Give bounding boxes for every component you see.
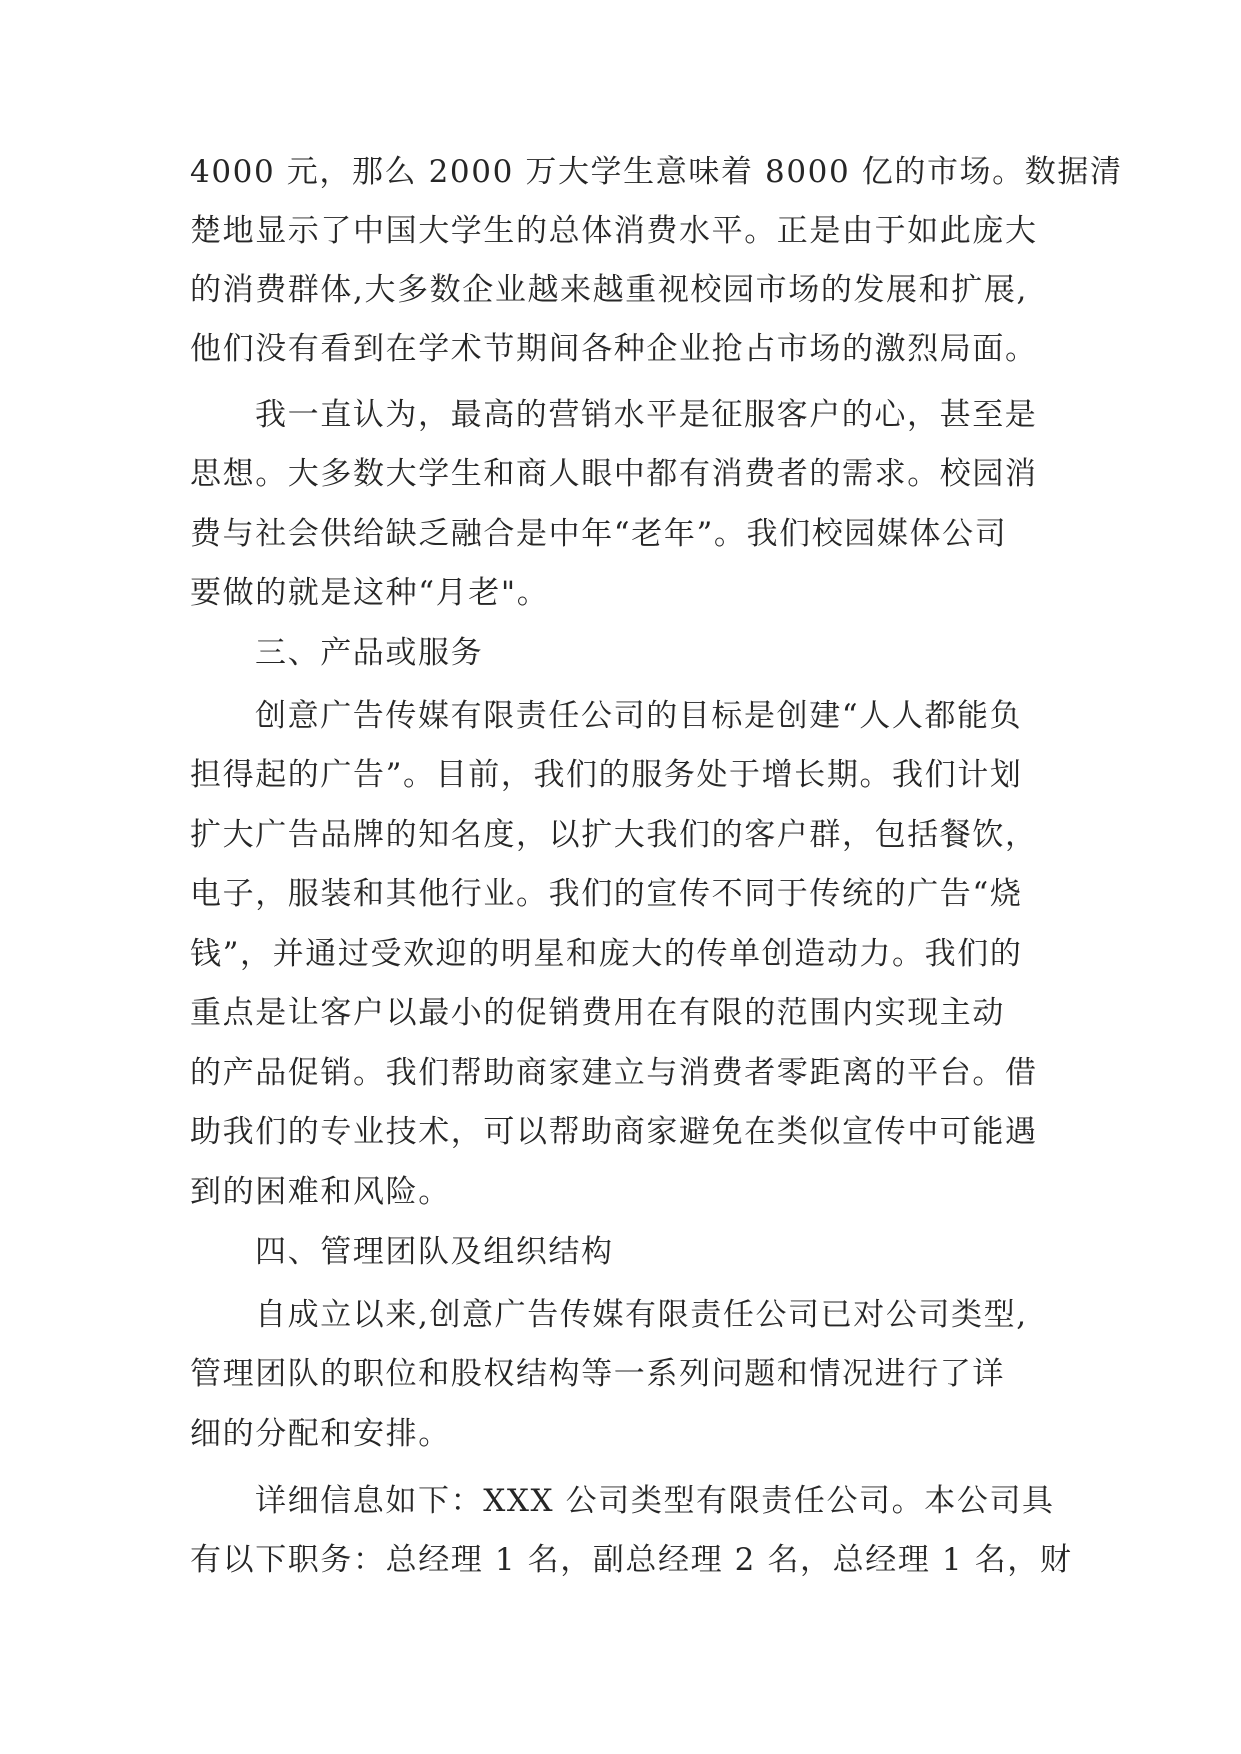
- body-text-line: 有以下职务：总经理 1 名，副总经理 2 名，总经理 1 名，财: [190, 1542, 1073, 1578]
- body-text-line: 他们没有看到在学术节期间各种企业抢占市场的激烈局面。: [190, 331, 1038, 367]
- paragraph-first-line: 详细信息如下：XXX 公司类型有限责任公司。本公司具: [255, 1483, 1055, 1519]
- body-text-line: 的产品促销。我们帮助商家建立与消费者零距离的平台。借: [190, 1055, 1038, 1091]
- paragraph-first-line: 创意广告传媒有限责任公司的目标是创建“人人都能负: [255, 698, 1023, 734]
- body-text-line: 担得起的广告”。目前，我们的服务处于增长期。我们计划: [190, 757, 1023, 793]
- section-heading-products: 三、产品或服务: [255, 635, 484, 671]
- body-text-line: 到的困难和风险。: [190, 1174, 451, 1210]
- section-heading-management: 四、管理团队及组织结构: [255, 1234, 614, 1270]
- body-text-line: 思想。大多数大学生和商人眼中都有消费者的需求。校园消: [190, 456, 1038, 492]
- body-text-line: 电子，服装和其他行业。我们的宣传不同于传统的广告“烧: [190, 876, 1023, 912]
- body-text-line: 费与社会供给缺乏融合是中年“老年”。我们校园媒体公司: [190, 516, 1008, 552]
- body-text-line: 4000 元，那么 2000 万大学生意味着 8000 亿的市场。数据清: [190, 154, 1123, 190]
- paragraph-first-line: 我一直认为，最高的营销水平是征服客户的心，甚至是: [255, 397, 1038, 433]
- body-text-line: 的消费群体,大多数企业越来越重视校园市场的发展和扩展,: [190, 272, 1028, 308]
- body-text-line: 细的分配和安排。: [190, 1416, 451, 1452]
- body-text-line: 楚地显示了中国大学生的总体消费水平。正是由于如此庞大: [190, 213, 1038, 249]
- body-text-line: 要做的就是这种“月老"。: [190, 575, 550, 611]
- body-text-line: 助我们的专业技术，可以帮助商家避免在类似宣传中可能遇: [190, 1114, 1038, 1150]
- paragraph-first-line: 自成立以来,创意广告传媒有限责任公司已对公司类型,: [255, 1297, 1028, 1333]
- body-text-line: 管理团队的职位和股权结构等一系列问题和情况进行了详: [190, 1356, 1005, 1392]
- body-text-line: 扩大广告品牌的知名度，以扩大我们的客户群，包括餐饮，: [190, 817, 1038, 853]
- body-text-line: 重点是让客户以最小的促销费用在有限的范围内实现主动: [190, 995, 1005, 1031]
- body-text-line: 钱”，并通过受欢迎的明星和庞大的传单创造动力。我们的: [190, 936, 1023, 972]
